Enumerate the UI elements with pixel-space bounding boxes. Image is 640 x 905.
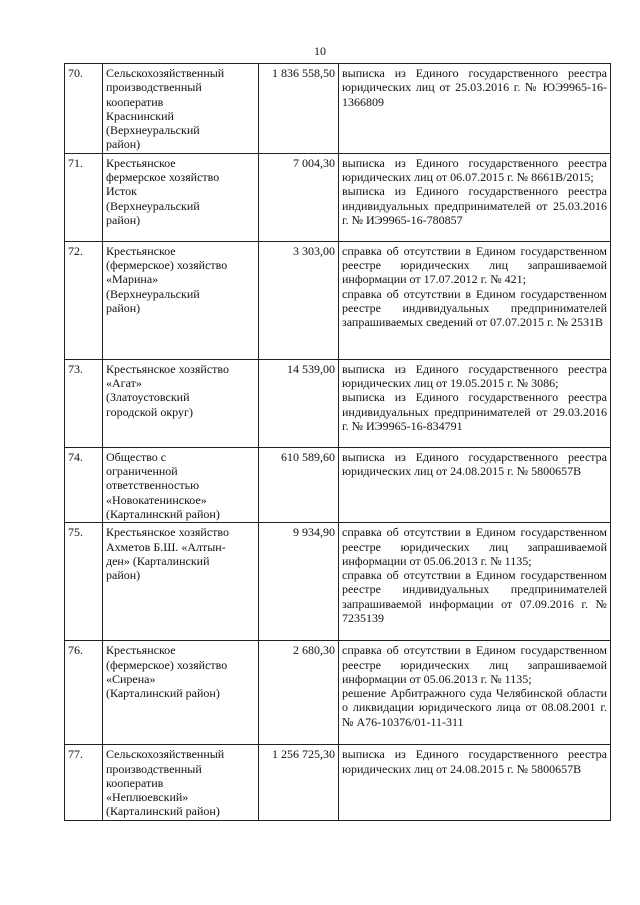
supporting-document [339,641,611,745]
organization-name [103,447,259,522]
table-row [65,447,611,522]
table-row [65,241,611,359]
row-number: 72. [65,241,103,359]
organization-name-line: (Златоустовский [106,390,190,405]
organization-name-line: (Верхнеуральский [106,198,200,213]
organization-name-line: (фермерское) хозяйство [106,657,228,672]
organization-name-line: фермерское хозяйство [106,170,220,185]
organization-name-line: ограниченной [106,464,178,479]
document-entry: выписка из Единого государственного реестра юридических лиц от 24.08.2015 г. № 5800657В [342,747,607,776]
row-number: 70. [65,64,103,154]
document-entry: выписка из Единого государственного реестра юридических лиц от 06.07.2015 г. № 8661В/2015; [342,155,607,185]
document-entry: выписка из Единого государственного реестра юридических лиц от 24.08.2015 г. № 5800657В [342,449,607,479]
organization-name-line: Общество с [106,449,167,464]
organization-name-line: (Карталинский район) [106,804,220,819]
organization-name-line: Крестьянское хозяйство [106,361,230,376]
document-entry: выписка из Единого государственного реестра индивидуальных предпринимателей от 29.03.2016 г. № ИЭ9965-16-834791 [342,390,607,433]
organization-name-line: Сельскохозяйственный [106,747,225,762]
organization-name-line: кооператив [106,94,164,109]
organization-name-line: Крестьянское [106,243,176,258]
document-entry: справка об отсутствии в Едином государственном реестре юридических лиц запрашиваемой информации от 05.06.2013 г. № 1135; [342,525,607,568]
organization-name-line: ответственностью [106,478,200,493]
organization-name-line: городской округ) [106,404,193,419]
table-row [65,359,611,447]
organization-name-line: (фермерское) хозяйство [106,258,228,273]
organization-name-line: «Агат» [106,376,142,391]
supporting-document [339,447,611,522]
page-number: 10 [314,44,326,58]
organization-name-line: Крестьянское хозяйство [106,525,230,540]
document-entry: справка об отсутствии в Едином государственном реестре юридических лиц запрашиваемой информации от 17.07.2012 г. № 421; [342,243,607,287]
organization-name-line: Крестьянское [106,643,176,658]
organization-name-line: Краснинский [106,108,174,123]
document-entry: справка об отсутствии в Едином государственном реестре юридических лиц запрашиваемой информации от 05.06.2013 г. № 1135; [342,643,607,686]
organization-name-line: Исток [106,184,137,199]
supporting-document [339,359,611,447]
organization-name-line: район) [106,568,141,583]
organization-name-line: (Карталинский район) [106,686,220,701]
supporting-document [339,523,611,641]
amount: 14 539,00 [259,359,339,447]
document-entry: выписка из Единого государственного реестра юридических лиц от 19.05.2015 г. № 3086; [342,361,607,391]
row-number: 75. [65,523,103,641]
document-entry: справка об отсутствии в Едином государственном реестре индивидуальных предпринимателей запрашиваемых сведений от 07.07.2015 г. № 2531В [342,286,607,330]
document-entry: справка об отсутствии в Едином государственном реестре индивидуальных предпринимателей запрашиваемой информации от 07.09.2016 г. № 7235139 [342,568,607,626]
organization-name-line: «Сирена» [106,671,156,686]
organization-name-line: ден» (Карталинский [106,553,210,568]
amount: 1 256 725,30 [259,745,339,820]
table-row [65,153,611,241]
amount: 610 589,60 [259,447,339,522]
amount: 7 004,30 [259,153,339,241]
organization-name-line: (Верхнеуральский [106,123,200,138]
organization-name-line: район) [106,212,141,227]
document-entry: решение Арбитражного суда Челябинской области о ликвидации юридического лица от 08.08.2001 г. № А76-10376/01-11-311 [342,686,607,729]
row-number: 77. [65,745,103,820]
organization-name-line: Ахметов Б.Ш. «Алтын- [106,539,226,554]
organization-name-line: производственный [106,761,202,776]
amount: 9 934,90 [259,523,339,641]
row-number: 76. [65,641,103,745]
row-number: 74. [65,447,103,522]
organization-name-line: район) [106,137,141,152]
organization-name-line: кооператив [106,775,164,790]
supporting-document [339,64,611,154]
row-number: 71. [65,153,103,241]
organization-name [103,153,259,241]
organization-name [103,745,259,820]
table-row [65,523,611,641]
organization-name-line: Крестьянское [106,155,176,170]
organization-name [103,523,259,641]
document-entry: выписка из Единого государственного реестра юридических лиц от 25.03.2016 г. № ЮЭ9965-16-1366809 [342,66,607,109]
amount: 2 680,30 [259,641,339,745]
organization-name-line: (Верхнеуральский [106,286,200,301]
organization-name-line: район) [106,300,141,315]
table-row [65,745,611,820]
organization-name-line: «Неплюевский» [106,790,189,805]
organization-name [103,641,259,745]
organization-name [103,64,259,154]
organization-name-line: производственный [106,80,202,95]
table-row [65,641,611,745]
organization-name [103,241,259,359]
amount: 3 303,00 [259,241,339,359]
organization-name-line: Сельскохозяйственный [106,66,225,80]
registry-table [64,63,611,821]
supporting-document [339,745,611,820]
document-entry: выписка из Единого государственного реестра индивидуальных предпринимателей от 25.03.2016 г. № ИЭ9965-16-780857 [342,184,607,227]
organization-name [103,359,259,447]
organization-name-line: «Новокатенинское» [106,492,207,507]
organization-name-line: «Марина» [106,272,159,287]
row-number: 73. [65,359,103,447]
supporting-document [339,241,611,359]
supporting-document [339,153,611,241]
amount: 1 836 558,50 [259,64,339,154]
organization-name-line: (Карталинский район) [106,506,220,521]
table-row [65,64,611,154]
